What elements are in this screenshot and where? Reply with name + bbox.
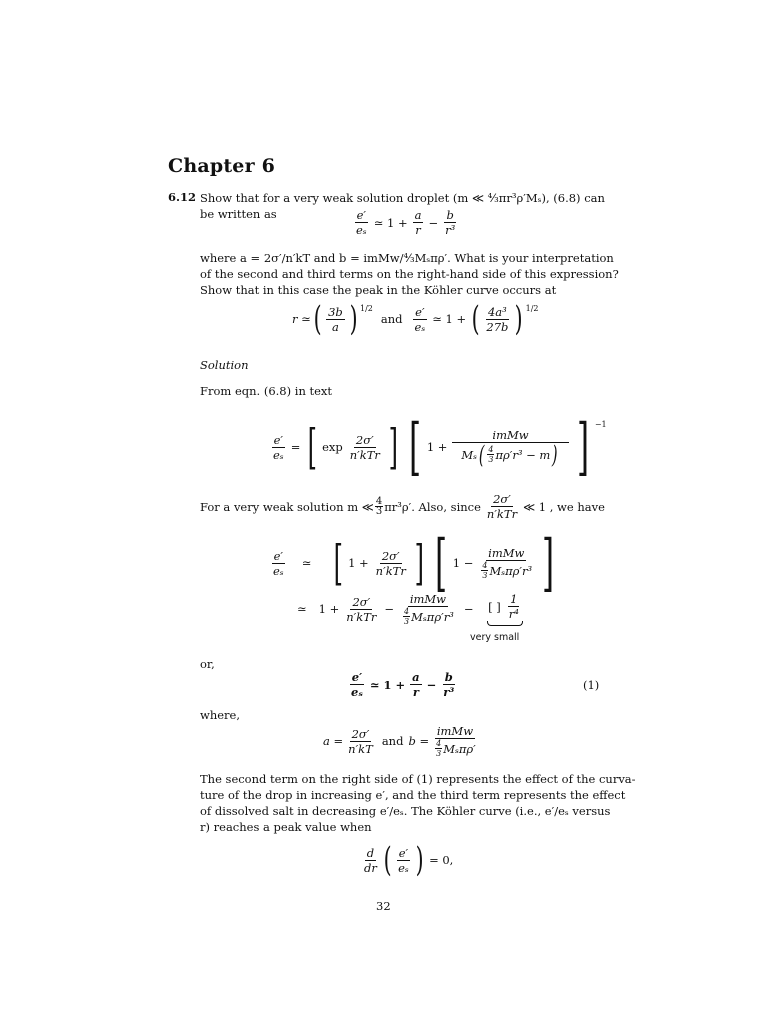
problem-line-2: be written as bbox=[200, 207, 277, 221]
chapter-title: Chapter 6 bbox=[168, 155, 276, 177]
page-number: 32 bbox=[376, 899, 391, 913]
paragraph-line-2: ture of the drop in increasing e′, and the third term represents the effect bbox=[200, 788, 626, 802]
equation-2: r ≃ ( $\frac{3b}{a}$ ) 1/2 and $\frac{e'}{\text{eₛ}}$ ≃ 1 + ( $\frac{\text{4a³}}{27b}$ ) 1/2 bbox=[292, 299, 539, 339]
paragraph-line-1: The second term on the right side of (1) represents the effect of the curva- bbox=[200, 772, 636, 786]
equation-1: $\frac{e'}{\text{eₛ}}$ ≃ 1 + $\frac{a}{r}$ − $\frac{b}{\text{r³}}$ bbox=[356, 208, 456, 237]
paragraph-line-4: r) reaches a peak value when bbox=[200, 820, 372, 834]
very-small-note: very small bbox=[470, 632, 520, 643]
from-eqn-text: From eqn. (6.8) in text bbox=[200, 384, 333, 398]
equation-4: $\frac{e'}{\text{eₛ}}$ ≃ [ 1 + $\frac{2\sigma'}{\text{n′kTr}}$ ] [ 1 − imMw $\frac{4}{3}$ Mₛπρ′r³ ] bbox=[273, 526, 555, 599]
problem-line-4: of the second and third terms on the right-hand side of this expression? bbox=[200, 267, 619, 281]
problem-line-5: Show that in this case the peak in the Köhler curve occurs at bbox=[200, 283, 557, 297]
equation-number-1: (1) bbox=[583, 678, 600, 692]
equation-7: a = $\frac{2\sigma'}{n'kT}$ and b = imMw $\frac{4}{3}$ Mₛπρ′ bbox=[323, 724, 476, 758]
where-label: where, bbox=[200, 708, 241, 722]
equation-8: $\frac{d}{dr}$ ( $\frac{e'}{\text{eₛ}}$ ) = 0, bbox=[364, 840, 454, 880]
equation-5: ≃ 1 + $\frac{2\sigma'}{\text{n′kTr}}$ − imMw $\frac{4}{3}$ Mₛπρ′r³ − [ ] $\frac{1}{\text{r⁴}}$ bbox=[297, 592, 523, 626]
underbrace bbox=[487, 621, 523, 626]
paragraph-line-3: of dissolved salt in decreasing e′/eₛ. The Köhler curve (i.e., e′/eₛ versus bbox=[200, 804, 611, 818]
weak-solution-line: For a very weak solution m ≪ $\frac{4}{3}$ πr³ρ′. Also, since $\frac{2\sigma'}{\text{n′kTr}}$ ≪ 1 , we have bbox=[200, 492, 605, 521]
or-label: or, bbox=[200, 657, 215, 671]
solution-label: Solution bbox=[200, 358, 249, 372]
problem-line-where: where a = 2σ′/n′kT and b = imMw/⁴⁄₃Mₛπρ′. What is your interpretation bbox=[200, 251, 614, 265]
problem-number: 6.12 bbox=[168, 190, 197, 204]
problem-line-1: Show that for a very weak solution droplet (m ≪ ⁴⁄₃πr³ρ′Mₛ), (6.8) can bbox=[200, 191, 605, 205]
equation-6: $\frac{e'}{\text{eₛ}}$ ≃ 1 + $\frac{a}{r}$ − $\frac{b}{\text{r³}}$ bbox=[351, 670, 455, 699]
equation-3: $\frac{e'}{\text{eₛ}}$ = [ exp $\frac{2\sigma'}{\text{n′kTr}}$ ] [ 1 + imMw Mₛ ( $\frac{4}{3}$ πρ′r³ − m ) ] −1 bbox=[273, 410, 607, 483]
